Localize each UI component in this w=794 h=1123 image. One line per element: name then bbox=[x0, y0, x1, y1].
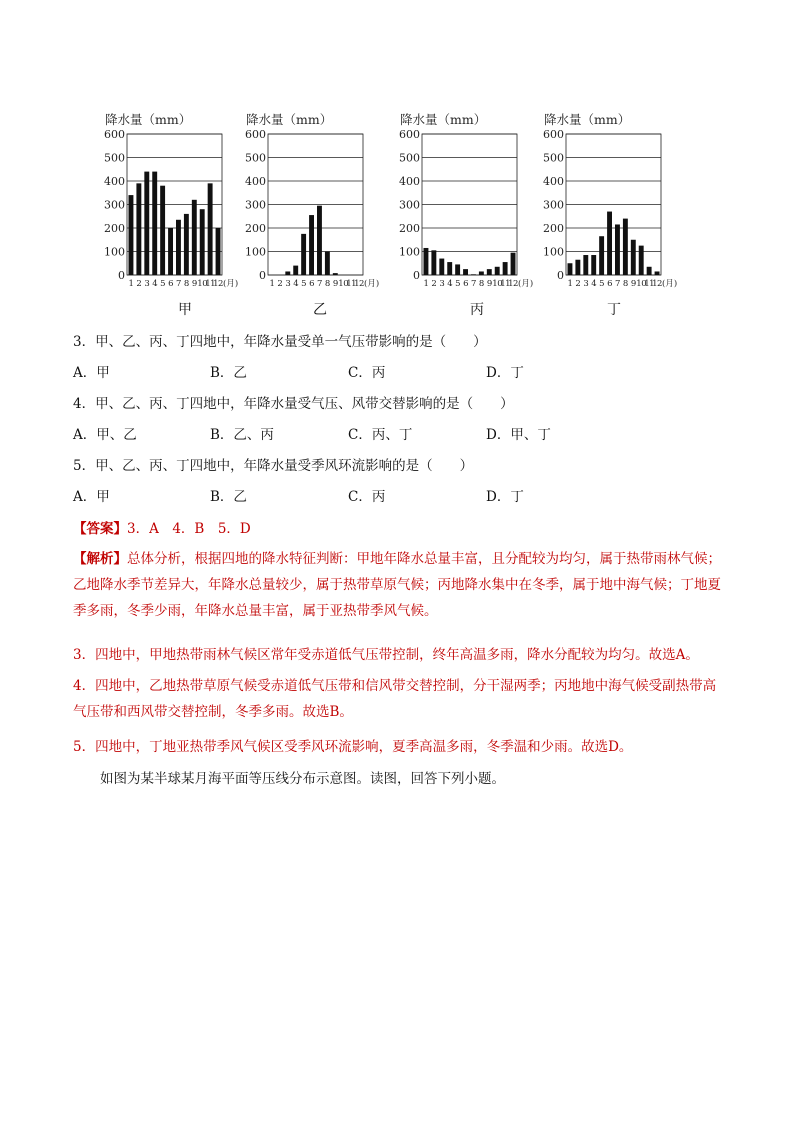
chart-name-jia: 甲 bbox=[178, 302, 192, 318]
bar-month-11 bbox=[647, 267, 652, 275]
y-tick-label: 0 bbox=[118, 269, 125, 282]
x-tick-label: 9 bbox=[486, 279, 492, 289]
x-tick-label: 8 bbox=[183, 279, 189, 289]
y-tick-label: 600 bbox=[543, 128, 564, 141]
answer-line bbox=[73, 520, 251, 538]
bar-month-9 bbox=[333, 273, 338, 275]
chart-yi bbox=[246, 108, 396, 293]
y-tick-label: 500 bbox=[104, 151, 125, 165]
x-tick-label: 3 bbox=[285, 279, 291, 289]
y-axis-label: 降水量（mm） bbox=[105, 112, 192, 127]
y-tick-label: 0 bbox=[557, 269, 564, 282]
chart-ding-svg bbox=[544, 108, 694, 293]
bar-month-7 bbox=[471, 274, 476, 275]
x-tick-label: 8 bbox=[478, 279, 484, 289]
bar-month-2 bbox=[431, 250, 436, 275]
bar-month-9 bbox=[631, 240, 636, 275]
option-5c: C．丙 bbox=[348, 489, 386, 505]
x-tick-label: 11 bbox=[644, 279, 655, 289]
x-tick-label: 1 bbox=[269, 279, 275, 289]
x-tick-label: 1 bbox=[128, 279, 134, 289]
x-tick-label: 5 bbox=[160, 279, 166, 289]
y-tick-label: 100 bbox=[543, 245, 564, 259]
analysis-summary bbox=[73, 546, 725, 624]
bar-month-3 bbox=[583, 255, 588, 275]
bar-month-4 bbox=[293, 266, 298, 275]
bar-month-12 bbox=[655, 271, 660, 275]
x-tick-label: 4 bbox=[591, 279, 597, 289]
option-5b: B．乙 bbox=[210, 489, 247, 505]
intro-text: 如图为某半球某月海平面等压线分布示意图。读图，回答下列小题。 bbox=[100, 771, 505, 787]
x-tick-label: 5 bbox=[455, 279, 461, 289]
x-tick-label: 12 bbox=[508, 279, 518, 289]
bar-month-1 bbox=[129, 195, 134, 275]
bar-month-8 bbox=[325, 252, 330, 276]
y-tick-label: 500 bbox=[543, 151, 564, 165]
x-tick-label: 3 bbox=[583, 279, 589, 289]
bar-month-1 bbox=[568, 263, 573, 275]
y-tick-label: 400 bbox=[245, 175, 266, 188]
option-3b: B．乙 bbox=[210, 365, 247, 381]
y-tick-label: 300 bbox=[399, 198, 420, 212]
chart-name-bing: 丙 bbox=[470, 302, 484, 318]
x-tick-label: 5 bbox=[599, 279, 605, 289]
chart-jia-svg bbox=[105, 108, 255, 293]
answer-tag: 【答案】 bbox=[73, 521, 127, 537]
bar-month-5 bbox=[160, 186, 165, 275]
bar-month-12 bbox=[216, 228, 221, 275]
x-tick-label: 3 bbox=[439, 279, 445, 289]
x-tick-label: 10 bbox=[338, 279, 349, 289]
x-tick-label: 10 bbox=[492, 279, 503, 289]
x-unit-label: (月) bbox=[223, 279, 239, 289]
bar-month-5 bbox=[301, 234, 306, 275]
option-3c: C．丙 bbox=[348, 365, 386, 381]
y-tick-label: 600 bbox=[399, 128, 420, 141]
bar-month-9 bbox=[487, 269, 492, 275]
question-4: 4．甲、乙、丙、丁四地中，年降水量受气压、风带交替影响的是（ ） bbox=[73, 396, 514, 412]
x-tick-label: 7 bbox=[316, 279, 322, 289]
y-tick-label: 600 bbox=[245, 128, 266, 141]
bar-month-10 bbox=[639, 246, 644, 275]
x-tick-label: 4 bbox=[293, 279, 299, 289]
x-tick-label: 8 bbox=[622, 279, 628, 289]
option-4b: B．乙、丙 bbox=[210, 427, 274, 443]
y-tick-label: 200 bbox=[543, 222, 564, 235]
x-tick-label: 5 bbox=[301, 279, 307, 289]
bar-month-1 bbox=[424, 248, 429, 275]
x-tick-label: 8 bbox=[324, 279, 330, 289]
y-tick-label: 500 bbox=[399, 151, 420, 165]
answer-text: 3．A 4．B 5．D bbox=[127, 521, 251, 537]
x-tick-label: 9 bbox=[191, 279, 197, 289]
bar-month-6 bbox=[168, 228, 173, 275]
bar-month-2 bbox=[136, 183, 141, 275]
bar-month-6 bbox=[607, 212, 612, 275]
bar-month-8 bbox=[184, 214, 189, 275]
y-tick-label: 0 bbox=[259, 269, 266, 282]
y-tick-label: 600 bbox=[104, 128, 125, 141]
x-tick-label: 12 bbox=[213, 279, 223, 289]
y-tick-label: 0 bbox=[413, 269, 420, 282]
x-tick-label: 6 bbox=[309, 279, 315, 289]
question-3: 3．甲、乙、丙、丁四地中，年降水量受单一气压带影响的是（ ） bbox=[73, 334, 487, 350]
chart-jia bbox=[105, 108, 255, 293]
analysis-tag: 【解析】 bbox=[73, 551, 127, 567]
y-axis-label: 降水量（mm） bbox=[544, 112, 631, 127]
chart-bing bbox=[400, 108, 550, 293]
y-tick-label: 100 bbox=[399, 245, 420, 259]
bar-month-10 bbox=[495, 267, 500, 275]
option-5a: A．甲 bbox=[73, 489, 110, 505]
y-tick-label: 400 bbox=[399, 175, 420, 188]
x-tick-label: 4 bbox=[152, 279, 158, 289]
y-tick-label: 500 bbox=[245, 151, 266, 165]
bar-month-9 bbox=[192, 200, 197, 275]
option-4c: C．丙、丁 bbox=[348, 427, 413, 443]
option-5d: D．丁 bbox=[486, 489, 524, 505]
x-tick-label: 6 bbox=[607, 279, 613, 289]
analysis-q5: 5．四地中，丁地亚热带季风气候区受季风环流影响，夏季高温多雨，冬季温和少雨。故选D。 bbox=[73, 739, 633, 755]
bar-month-4 bbox=[447, 262, 452, 275]
y-tick-label: 300 bbox=[104, 198, 125, 212]
x-tick-label: 3 bbox=[144, 279, 150, 289]
x-tick-label: 4 bbox=[447, 279, 453, 289]
y-tick-label: 400 bbox=[543, 175, 564, 188]
x-tick-label: 11 bbox=[205, 279, 216, 289]
x-tick-label: 6 bbox=[463, 279, 469, 289]
y-tick-label: 200 bbox=[245, 222, 266, 235]
x-tick-label: 2 bbox=[431, 279, 437, 289]
y-tick-label: 200 bbox=[399, 222, 420, 235]
bar-month-7 bbox=[615, 224, 620, 275]
analysis-q4: 4．四地中，乙地热带草原气候受赤道低气压带和信风带交替控制，分干湿两季；丙地地中海气候受副热带高气压带和西风带交替控制，冬季多雨。故选B。 bbox=[73, 678, 717, 720]
bar-month-11 bbox=[503, 262, 508, 275]
x-tick-label: 9 bbox=[332, 279, 338, 289]
x-tick-label: 7 bbox=[175, 279, 181, 289]
bar-month-10 bbox=[200, 209, 205, 275]
chart-ding bbox=[544, 108, 694, 293]
y-tick-label: 300 bbox=[245, 198, 266, 212]
option-4a: A．甲、乙 bbox=[73, 427, 137, 443]
y-tick-label: 400 bbox=[104, 175, 125, 188]
x-tick-label: 7 bbox=[470, 279, 476, 289]
x-tick-label: 2 bbox=[136, 279, 142, 289]
y-tick-label: 300 bbox=[543, 198, 564, 212]
x-tick-label: 6 bbox=[168, 279, 174, 289]
bar-month-4 bbox=[591, 255, 596, 275]
chart-yi-svg bbox=[246, 108, 396, 293]
x-tick-label: 10 bbox=[197, 279, 208, 289]
bar-month-7 bbox=[176, 220, 181, 275]
x-tick-label: 11 bbox=[346, 279, 357, 289]
x-unit-label: (月) bbox=[662, 279, 678, 289]
bar-month-3 bbox=[144, 172, 149, 275]
chart-name-yi: 乙 bbox=[313, 302, 327, 318]
x-tick-label: 2 bbox=[575, 279, 581, 289]
analysis-q3: 3．四地中，甲地热带雨林气候区常年受赤道低气压带控制，终年高温多雨，降水分配较为均匀。故选A。 bbox=[73, 647, 699, 663]
x-tick-label: 1 bbox=[423, 279, 429, 289]
y-axis-label: 降水量（mm） bbox=[246, 112, 333, 127]
bar-month-5 bbox=[455, 264, 460, 275]
bar-month-4 bbox=[152, 172, 157, 275]
x-unit-label: (月) bbox=[518, 279, 534, 289]
x-tick-label: 12 bbox=[652, 279, 662, 289]
chart-bing-svg bbox=[400, 108, 550, 293]
bar-month-11 bbox=[208, 183, 213, 275]
y-tick-label: 100 bbox=[245, 245, 266, 259]
x-tick-label: 12 bbox=[354, 279, 364, 289]
option-4d: D．甲、丁 bbox=[486, 427, 551, 443]
y-tick-label: 100 bbox=[104, 245, 125, 259]
x-tick-label: 10 bbox=[636, 279, 647, 289]
bar-month-3 bbox=[439, 259, 444, 275]
bar-month-6 bbox=[463, 269, 468, 275]
x-tick-label: 2 bbox=[277, 279, 283, 289]
option-3a: A．甲 bbox=[73, 365, 110, 381]
y-axis-label: 降水量（mm） bbox=[400, 112, 487, 127]
bar-month-12 bbox=[511, 253, 516, 275]
bar-month-7 bbox=[317, 206, 322, 275]
analysis-text: 总体分析，根据四地的降水特征判断：甲地年降水总量丰富，且分配较为均匀，属于热带雨林气候；乙地降水季节差异大，年降水总量较少，属于热带草原气候；丙地降水集中在冬季，属于地中海气候；丁地夏季多雨，冬季少雨，年降水总量丰富，属于亚热带季风气候。 bbox=[73, 551, 721, 619]
bar-month-8 bbox=[623, 219, 628, 275]
bar-month-6 bbox=[309, 215, 314, 275]
x-tick-label: 11 bbox=[500, 279, 511, 289]
x-tick-label: 9 bbox=[630, 279, 636, 289]
x-tick-label: 7 bbox=[614, 279, 620, 289]
bar-month-5 bbox=[599, 236, 604, 275]
chart-name-ding: 丁 bbox=[607, 302, 621, 318]
x-tick-label: 1 bbox=[567, 279, 573, 289]
bar-month-3 bbox=[285, 271, 290, 275]
bar-month-2 bbox=[575, 260, 580, 275]
option-3d: D．丁 bbox=[486, 365, 524, 381]
x-unit-label: (月) bbox=[364, 279, 380, 289]
y-tick-label: 200 bbox=[104, 222, 125, 235]
question-5: 5．甲、乙、丙、丁四地中，年降水量受季风环流影响的是（ ） bbox=[73, 458, 474, 474]
bar-month-8 bbox=[479, 271, 484, 275]
